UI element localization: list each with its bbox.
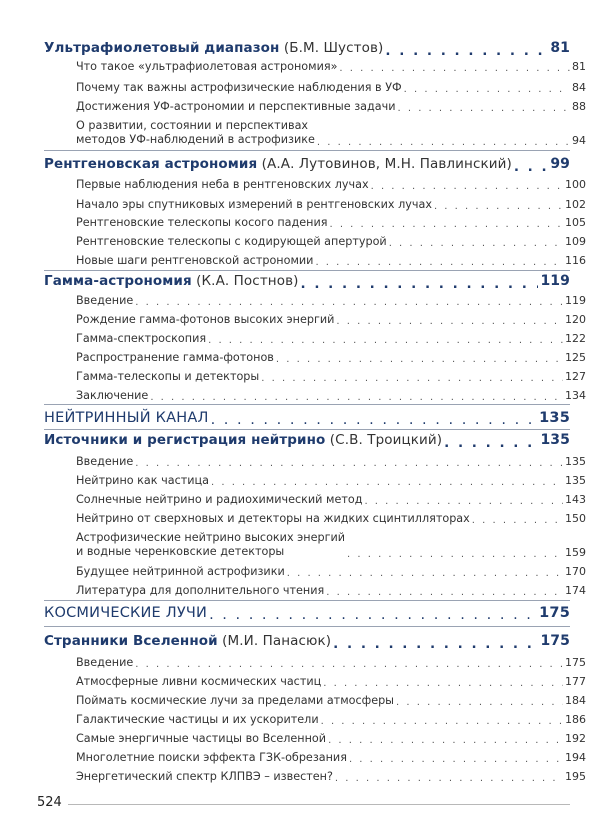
toc-section-neutrino[interactable] xyxy=(44,432,570,448)
toc-item[interactable]: Введение . . . 119 xyxy=(60,294,586,307)
section-page: 175 xyxy=(540,633,570,649)
toc-item[interactable]: Поймать космические лучи за пределами атмосферы . . . 184 xyxy=(60,694,586,707)
toc-section-uv[interactable] xyxy=(44,40,570,56)
toc-item[interactable]: Что такое «ультрафиолетовая астрономия» . . . 81 xyxy=(60,60,586,73)
page-number: 524 xyxy=(37,795,62,810)
section-title: Источники и регистрация нейтрино (С.В. Троицкий) xyxy=(44,432,443,448)
toc-item[interactable]: Начало эры спутниковых измерений в рентгеновских лучах . . . 102 xyxy=(60,198,586,211)
toc-part-neutrino[interactable] xyxy=(44,410,570,426)
part-title: КОСМИЧЕСКИЕ ЛУЧИ xyxy=(44,605,208,621)
part-page: 175 xyxy=(539,605,570,621)
part-page: 135 xyxy=(539,410,570,426)
toc-item[interactable]: Новые шаги рентгеновской астрономии . . . 116 xyxy=(60,254,586,267)
toc-part-cosmic[interactable] xyxy=(44,605,570,621)
toc-item[interactable]: Введение . . . 135 xyxy=(60,455,586,468)
section-title: Гамма-астрономия (К.А. Постнов) xyxy=(44,273,299,289)
divider xyxy=(44,404,570,405)
section-title: Странники Вселенной (М.И. Панасюк) xyxy=(44,633,332,649)
part-title: НЕЙТРИННЫЙ КАНАЛ xyxy=(44,410,209,426)
toc-item[interactable]: Литература для дополнительного чтения . . . 174 xyxy=(60,584,586,597)
toc-item[interactable]: Распространение гамма-фотонов . . . 125 xyxy=(60,351,586,364)
toc-item[interactable]: Рентгеновские телескопы с кодирующей апертурой . . . 109 xyxy=(60,235,586,248)
toc-item[interactable]: Рентгеновские телескопы косого падения . . . 105 xyxy=(60,216,586,229)
toc-item[interactable]: Галактические частицы и их ускорители . . . 186 xyxy=(60,713,586,726)
toc-item[interactable]: Нейтрино от сверхновых и детекторы на жидких сцинтилляторах . . . 150 xyxy=(60,512,586,525)
toc-item[interactable]: Будущее нейтринной астрофизики . . . 170 xyxy=(60,565,586,578)
toc-item[interactable]: Солнечные нейтрино и радиохимический метод . . . 143 xyxy=(60,493,586,506)
toc-section-cosmic[interactable] xyxy=(44,633,570,649)
section-page: 99 xyxy=(550,156,570,172)
divider xyxy=(44,600,570,601)
divider xyxy=(44,626,570,627)
divider xyxy=(44,150,570,151)
toc-item[interactable]: Рождение гамма-фотонов высоких энергий . . . 120 xyxy=(60,313,586,326)
toc-item[interactable]: Заключение . . . 134 xyxy=(60,389,586,402)
section-page: 135 xyxy=(540,432,570,448)
toc-item[interactable]: Многолетние поиски эффекта ГЗК-обрезания . . . 194 xyxy=(60,751,586,764)
toc-item[interactable]: Гамма-спектроскопия . . . 122 xyxy=(60,332,586,345)
toc-item[interactable]: Нейтрино как частица . . . 135 xyxy=(60,474,586,487)
section-title: Рентгеновская астрономия (А.А. Лутовинов, М.Н. Павлинский) xyxy=(44,156,512,172)
toc-item[interactable]: Самые энергичные частицы во Вселенной . . . 192 xyxy=(60,732,586,745)
toc-item[interactable]: Энергетический спектр КЛПВЭ – известен? . . . 195 xyxy=(60,770,586,783)
toc-section-gamma[interactable] xyxy=(44,273,570,289)
toc-item[interactable]: Введение . . . 175 xyxy=(60,656,586,669)
toc-item[interactable]: Достижения УФ-астрономии и перспективные задачи . . . 88 xyxy=(60,100,586,113)
toc-item[interactable]: О развитии, состоянии и перспективах методов УФ-наблюдений в астрофизике . . . 94 xyxy=(60,119,586,147)
toc-item[interactable]: Почему так важны астрофизические наблюдения в УФ . . . 84 xyxy=(60,81,586,94)
toc-item[interactable]: Гамма-телескопы и детекторы . . . 127 xyxy=(60,370,586,383)
toc-section-xray[interactable] xyxy=(44,156,570,172)
toc-item[interactable]: Первые наблюдения неба в рентгеновских лучах . . . 100 xyxy=(60,178,586,191)
section-page: 119 xyxy=(540,273,570,289)
section-page: 81 xyxy=(550,40,570,56)
toc-item[interactable]: Атмосферные ливни космических частиц . . . 177 xyxy=(60,675,586,688)
divider xyxy=(44,429,570,430)
footer-divider xyxy=(68,804,570,805)
toc-item[interactable]: Астрофизические нейтрино высоких энергий и водные черенковские детекторы . . . 159 xyxy=(60,531,586,559)
divider xyxy=(44,270,570,271)
section-title: Ультрафиолетовый диапазон (Б.М. Шустов) xyxy=(44,40,384,56)
